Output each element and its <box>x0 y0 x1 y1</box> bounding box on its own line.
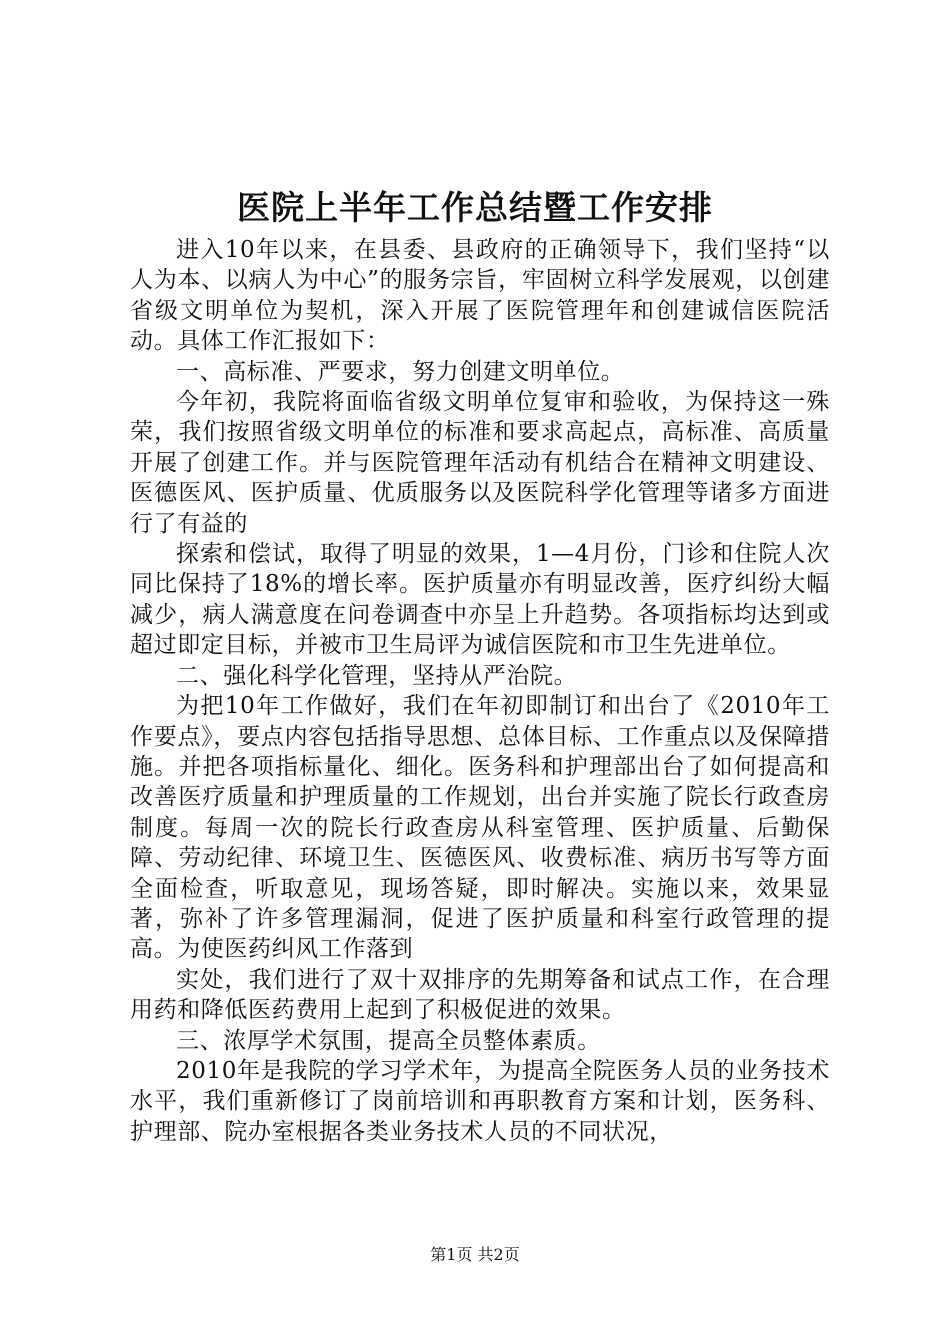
document-title: 医院上半年工作总结暨工作安排 <box>237 188 713 227</box>
page-footer: 第1页 共2页 <box>430 1245 520 1264</box>
paragraph: 实处，我们进行了双十双排序的先期筹备和试点工作，在合理用药和降低医药费用上起到了积极促进的效果。 <box>130 966 830 1024</box>
paragraph: 今年初，我院将面临省级文明单位复审和验收，为保持这一殊荣，我们按照省级文明单位的标准和要求高起点，高标准、高质量开展了创建工作。并与医院管理年活动有机结合在精神文明建设、医德医风、医护质量、优质服务以及医院科学化管理等诸多方面进行了有益的 <box>130 389 830 537</box>
paragraph: 为把10年工作做好，我们在年初即制订和出台了《2010年工作要点》，要点内容包括指导思想、总体目标、工作重点以及保障措施。并把各项指标量化、细化。医务科和护理部出台了如何提高和改善医疗质量和护理质量的工作规划，出台并实施了院长行政查房制度。每周一次的院长行政查房从科室管理、医护质量、后勤保障、劳动纪律、环境卫生、医德医风、收费标准、病历书写等方面全面检查，听取意见，现场答疑，即时解决。实施以来，效果显著，弥补了许多管理漏洞，促进了医护质量和科室行政管理的提高。为使医药纠风工作落到 <box>130 693 830 963</box>
paragraph: 2010年是我院的学习学术年，为提高全院医务人员的业务技术水平，我们重新修订了岗前培训和再职教育方案和计划，医务科、护理部、院办室根据各类业务技术人员的不同状况， <box>130 1057 830 1145</box>
section-heading: 三、浓厚学术氛围，提高全员整体素质。 <box>176 1027 601 1054</box>
paragraph: 探索和偿试，取得了明显的效果，1—4月份，门诊和住院人次同比保持了18%的增长率。医护质量亦有明显改善，医疗纠纷大幅减少，病人满意度在问卷调查中亦呈上升趋势。各项指标均达到或超过即定目标，并被市卫生局评为诚信医院和市卫生先进单位。 <box>130 541 830 659</box>
paragraph: 进入10年以来，在县委、县政府的正确领导下，我们坚持“以人为本、以病人为中心”的服务宗旨，牢固树立科学发展观，以创建省级文明单位为契机，深入开展了医院管理年和创建诚信医院活动。具体工作汇报如下： <box>130 237 830 355</box>
section-heading: 二、强化科学化管理，坚持从严治院。 <box>176 662 578 689</box>
document-body <box>130 235 830 1147</box>
section-heading: 一、高标准、严要求，努力创建文明单位。 <box>176 358 625 385</box>
